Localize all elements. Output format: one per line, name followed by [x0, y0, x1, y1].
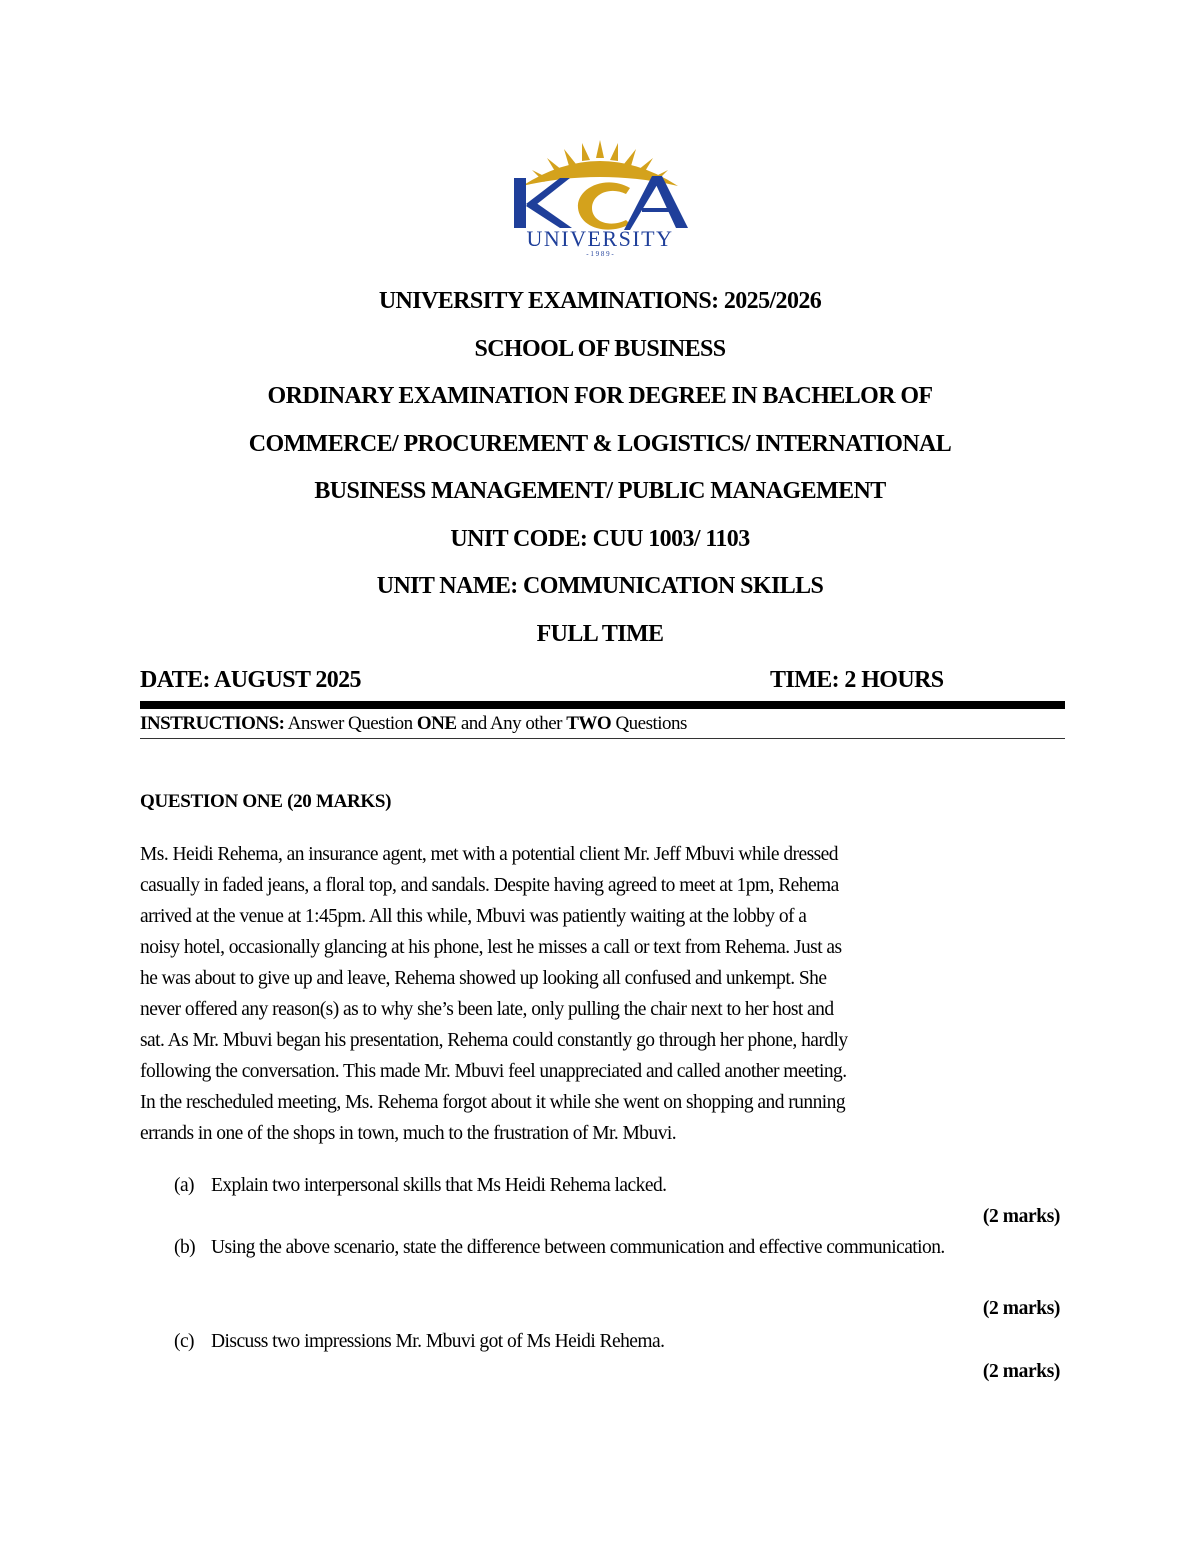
exam-duration: TIME: 2 HOURS: [770, 667, 944, 693]
scenario-line: In the rescheduled meeting, Ms. Rehema forgot about it while she went on shopping and running: [140, 1092, 846, 1113]
kca-university-logo: [502, 138, 698, 258]
sub-question-text: Explain two interpersonal skills that Ms Heidi Rehema lacked.: [211, 1175, 667, 1196]
scenario-line: following the conversation. This made Mr. Mbuvi feel unappreciated and called another meeting.: [140, 1061, 847, 1082]
sub-question-label: (b): [174, 1237, 196, 1258]
exam-date: DATE: AUGUST 2025: [140, 667, 361, 693]
sub-question-b: [174, 1232, 1024, 1263]
sub-question-c: [174, 1326, 1064, 1357]
scenario-line: casually in faded jeans, a floral top, and sandals. Despite having agreed to meet at 1pm, Rehema: [140, 875, 839, 896]
instructions: INSTRUCTIONS: Answer Question ONE and Any other TWO Questions: [140, 713, 687, 734]
degree-line-1: ORDINARY EXAMINATION FOR DEGREE IN BACHELOR OF: [267, 383, 933, 409]
scenario-line: Ms. Heidi Rehema, an insurance agent, met with a potential client Mr. Jeff Mbuvi while dressed: [140, 844, 838, 865]
scenario-line: sat. As Mr. Mbuvi began his presentation, Rehema could constantly go through her phone, hardly: [140, 1030, 848, 1051]
instructions-label: INSTRUCTIONS:: [140, 713, 285, 734]
scenario-line: never offered any reason(s) as to why she’s been late, only pulling the chair next to her host and: [140, 999, 834, 1020]
thick-divider: [140, 701, 1065, 709]
degree-line-2: COMMERCE/ PROCUREMENT & LOGISTICS/ INTERNATIONAL: [248, 430, 952, 457]
scenario-line: he was about to give up and leave, Rehema showed up looking all confused and unkempt. She: [140, 968, 827, 989]
question-one-scenario: [140, 839, 1065, 1149]
degree-line-3: BUSINESS MANAGEMENT/ PUBLIC MANAGEMENT: [314, 478, 886, 504]
unit-code: UNIT CODE: CUU 1003/ 1103: [450, 525, 750, 552]
marks-b: (2 marks): [982, 1298, 1060, 1319]
scenario-line: noisy hotel, occasionally glancing at his phone, lest he misses a call or text from Rehema. Just as: [140, 937, 842, 958]
unit-name: UNIT NAME: COMMUNICATION SKILLS: [376, 573, 824, 599]
marks-c: (2 marks): [982, 1361, 1060, 1382]
study-mode: FULL TIME: [536, 620, 664, 647]
marks-a: (2 marks): [982, 1206, 1060, 1227]
sub-question-label: (c): [174, 1331, 194, 1352]
scenario-line: arrived at the venue at 1:45pm. All this while, Mbuvi was patiently waiting at the lobby of a: [140, 906, 807, 927]
sub-question-text: Discuss two impressions Mr. Mbuvi got of Ms Heidi Rehema.: [211, 1331, 665, 1352]
question-one-title: QUESTION ONE (20 MARKS): [140, 791, 392, 812]
sub-question-text: Using the above scenario, state the difference between communication and effective communication.: [211, 1237, 945, 1258]
sub-question-a: [174, 1170, 1064, 1201]
svg-text:- 1 9 8 9 -: - 1 9 8 9 -: [586, 250, 614, 258]
svg-text:UNIVERSITY: UNIVERSITY: [526, 226, 674, 251]
scenario-line: errands in one of the shops in town, much to the frustration of Mr. Mbuvi.: [140, 1123, 677, 1144]
date-time-row: [140, 662, 1065, 698]
exam-session-title: UNIVERSITY EXAMINATIONS: 2025/2026: [378, 288, 822, 314]
logo-emblem-icon: [502, 138, 698, 258]
thin-divider: [140, 738, 1065, 739]
school-name: SCHOOL OF BUSINESS: [474, 335, 726, 362]
exam-header: [0, 281, 1200, 661]
sub-question-label: (a): [174, 1175, 194, 1196]
